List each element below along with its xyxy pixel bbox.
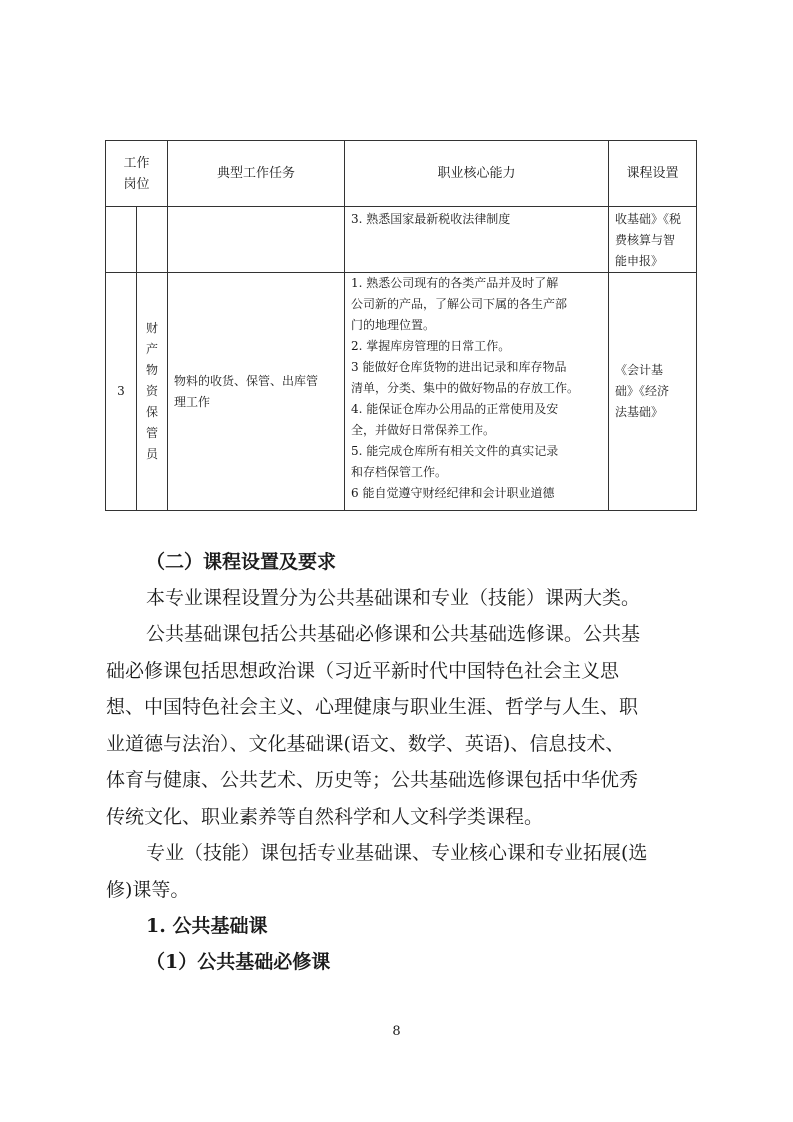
header-position-line: 岗位: [123, 176, 150, 192]
ability-line: 1. 熟悉公司现有的各类产品并及时了解: [351, 276, 559, 290]
page-number: 8: [392, 1024, 401, 1039]
paragraph-line: 修)课等。: [106, 878, 190, 901]
cell-task-empty: [168, 207, 345, 273]
table-row: [106, 207, 697, 273]
course-line: 收基础》《税: [615, 212, 682, 226]
position-char: 资: [146, 384, 159, 398]
ability-line: 3. 熟悉国家最新税收法律制度: [351, 212, 511, 226]
header-ability: 职业核心能力: [345, 141, 609, 207]
position-char: 保: [146, 405, 159, 419]
header-position-line: 工作: [123, 155, 150, 171]
ability-line: 2. 掌握库房管理的日常工作。: [351, 339, 511, 353]
cell-ability: [345, 207, 609, 273]
curriculum-table: [105, 140, 697, 511]
ability-line: 4. 能保证仓库办公用品的正常使用及安: [351, 402, 559, 416]
paragraph-line: 想、中国特色社会主义、心理健康与职业生涯、哲学与人生、职: [106, 696, 639, 718]
paragraph-line: 公共基础课包括公共基础必修课和公共基础选修课。公共基: [146, 623, 641, 645]
heading-public-required-courses: （1）公共基础必修课: [146, 951, 331, 973]
ability-line: 清单，分类、集中的做好物品的存放工作。: [351, 381, 580, 395]
paragraph-professional-courses: [106, 835, 696, 908]
paragraph-line: 专业（技能）课包括专业基础课、专业核心课和专业拓展(选: [146, 842, 648, 864]
cell-position: [137, 273, 168, 511]
cell-no-empty: [106, 207, 137, 273]
course-line: 能申报》: [615, 254, 664, 268]
paragraph-line: 础必修课包括思想政治课（习近平新时代中国特色社会主义思: [106, 659, 620, 682]
course-line: 础》《经济: [615, 384, 670, 398]
section-title: （二）课程设置及要求: [146, 551, 337, 573]
task-line: 物料的收货、保管、出库管: [174, 373, 319, 388]
position-char: 财: [146, 321, 159, 335]
cell-no: 3: [106, 273, 137, 511]
ability-line: 门的地理位置。: [351, 318, 436, 332]
ability-line: 和存档保管工作。: [351, 465, 448, 479]
cell-course: [609, 207, 697, 273]
ability-line: 全，并做好日常保养工作。: [351, 423, 496, 437]
header-position: [106, 141, 168, 207]
table-header-row: [106, 141, 697, 207]
cell-course: [609, 273, 697, 511]
paragraph-public-courses: [106, 616, 696, 835]
ability-line: 3 能做好仓库货物的进出记录和库存物品: [351, 360, 567, 374]
task-line: 理工作: [174, 394, 211, 409]
position-char: 物: [146, 363, 159, 377]
paragraph-line: 体育与健康、公共艺术、历史等；公共基础选修课包括中华优秀: [106, 769, 639, 791]
cell-position-empty: [137, 207, 168, 273]
ability-line: 5. 能完成仓库所有相关文件的真实记录: [351, 444, 559, 458]
course-line: 《会计基: [615, 363, 664, 377]
position-char: 管: [146, 426, 159, 440]
position-char: 员: [146, 447, 159, 461]
header-course: 课程设置: [609, 141, 697, 207]
course-line: 法基础》: [615, 405, 664, 419]
paragraph-line: 传统文化、职业素养等自然科学和人文科学类课程。: [106, 805, 544, 828]
table-row: [106, 273, 697, 511]
course-line: 费核算与智: [615, 233, 676, 247]
paragraph-line: 业道德与法治）、文化基础课(语文、数学、英语)、信息技术、: [106, 732, 625, 755]
header-task: 典型工作任务: [168, 141, 345, 207]
cell-ability: [345, 273, 609, 511]
ability-line: 6 能自觉遵守财经纪律和会计职业道德: [351, 486, 555, 500]
heading-public-basic-courses: 1. 公共基础课: [146, 915, 268, 937]
paragraph-intro: [106, 580, 696, 617]
cell-task: [168, 273, 345, 511]
paragraph-line: 本专业课程设置分为公共基础课和专业（技能）课两大类。: [146, 587, 641, 609]
ability-line: 公司新的产品，了解公司下属的各生产部: [351, 297, 568, 311]
position-char: 产: [146, 342, 159, 356]
